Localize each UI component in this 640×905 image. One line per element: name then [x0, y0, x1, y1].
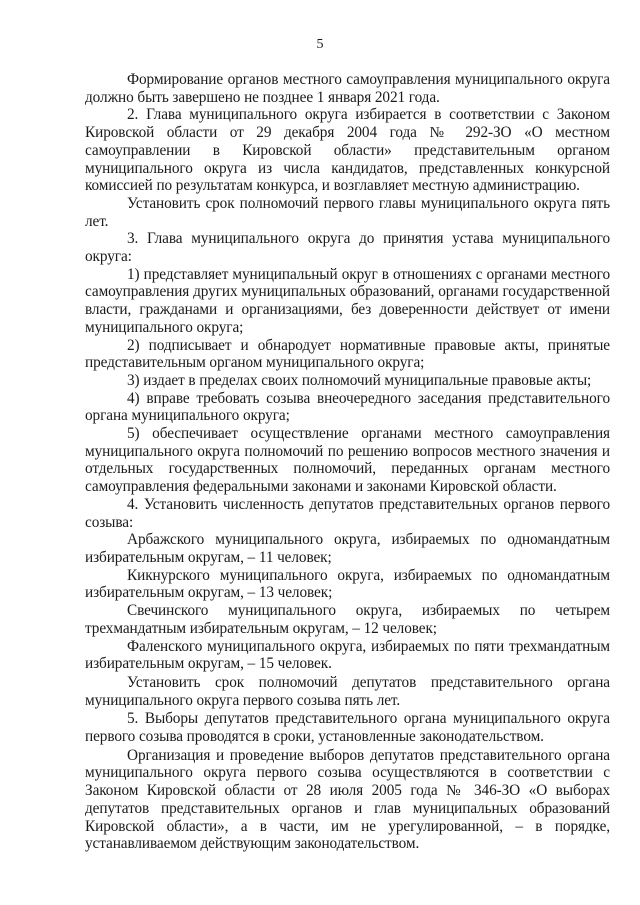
list-item-1: 1) представляет муниципальный округ в отношениях с органами местного самоуправления других муниципальных образований, органами государственной власти, гражданами и организациями, без доверенности действует от имени муниципального округа;	[85, 265, 610, 336]
paragraph-election-organization: Организация и проведение выборов депутатов представительного органа муниципального округа первого созыва осуществляются в соответствии с Законом Кировской области от 28 июля 2005 года № 346-ЗО «О выборах депутатов представительных органов и глав муниципальных образований Кировской области», а в части, им не урегулированной, – в порядке, устанавливаемом действующим законодательством.	[85, 746, 610, 853]
paragraph-head-term: Установить срок полномочий первого главы муниципального округа пять лет.	[85, 194, 610, 230]
paragraph-svecha: Свечинского муниципального округа, избираемых по четырем трехмандатным избирательным округам, – 12 человек;	[85, 602, 610, 637]
paragraph-falenki: Фаленского муниципального округа, избираемых по пяти трехмандатным избирательным округам, – 15 человек.	[85, 637, 610, 673]
page-number: 5	[316, 37, 324, 52]
paragraph-formation-deadline: Формирование органов местного самоуправления муниципального округа должно быть завершено не позднее 1 января 2021 года.	[85, 71, 610, 106]
paragraph-3-head-powers: 3. Глава муниципального округа до принятия устава муниципального округа:	[85, 230, 610, 266]
paragraph-arbazh: Арбажского муниципального округа, избираемых по одномандатным избирательным округам, – 11 человек;	[85, 531, 610, 566]
paragraph-4-deputies-count: 4. Установить численность депутатов представительных органов первого созыва:	[85, 495, 610, 531]
paragraph-5-elections: 5. Выборы депутатов представительного органа муниципального округа первого созыва проводятся в сроки, установленные законодательством.	[85, 710, 610, 746]
list-item-5: 5) обеспечивает осуществление органами местного самоуправления муниципального округа полномочий по решению вопросов местного значения и отдельных государственных полномочий, переданных органам местного самоуправления федеральными законами и законами Кировской области.	[85, 425, 610, 496]
paragraph-2-head-election: 2. Глава муниципального округа избирается в соответствии с Законом Кировской области от 29 декабря 2004 года № 292-ЗО «О местном самоуправлении в Кировской области» представительным органом муниципального округа из числа кандидатов, представленных конкурсной комиссией по результатам конкурса, и возглавляет местную администрацию.	[85, 106, 610, 195]
list-item-2: 2) подписывает и обнародует нормативные правовые акты, принятые представительным органом муниципального округа;	[85, 336, 610, 372]
paragraph-kiknur: Кикнурского муниципального округа, избираемых по одномандатным избирательным округам, – 13 человек;	[85, 566, 610, 602]
paragraph-deputies-term: Установить срок полномочий депутатов представительного органа муниципального округа первого созыва пять лет.	[85, 673, 610, 709]
list-item-3: 3) издает в пределах своих полномочий муниципальные правовые акты;	[127, 371, 592, 389]
document-body	[85, 71, 610, 853]
list-item-4: 4) вправе требовать созыва внеочередного заседания представительного органа муниципального округа;	[85, 389, 610, 425]
